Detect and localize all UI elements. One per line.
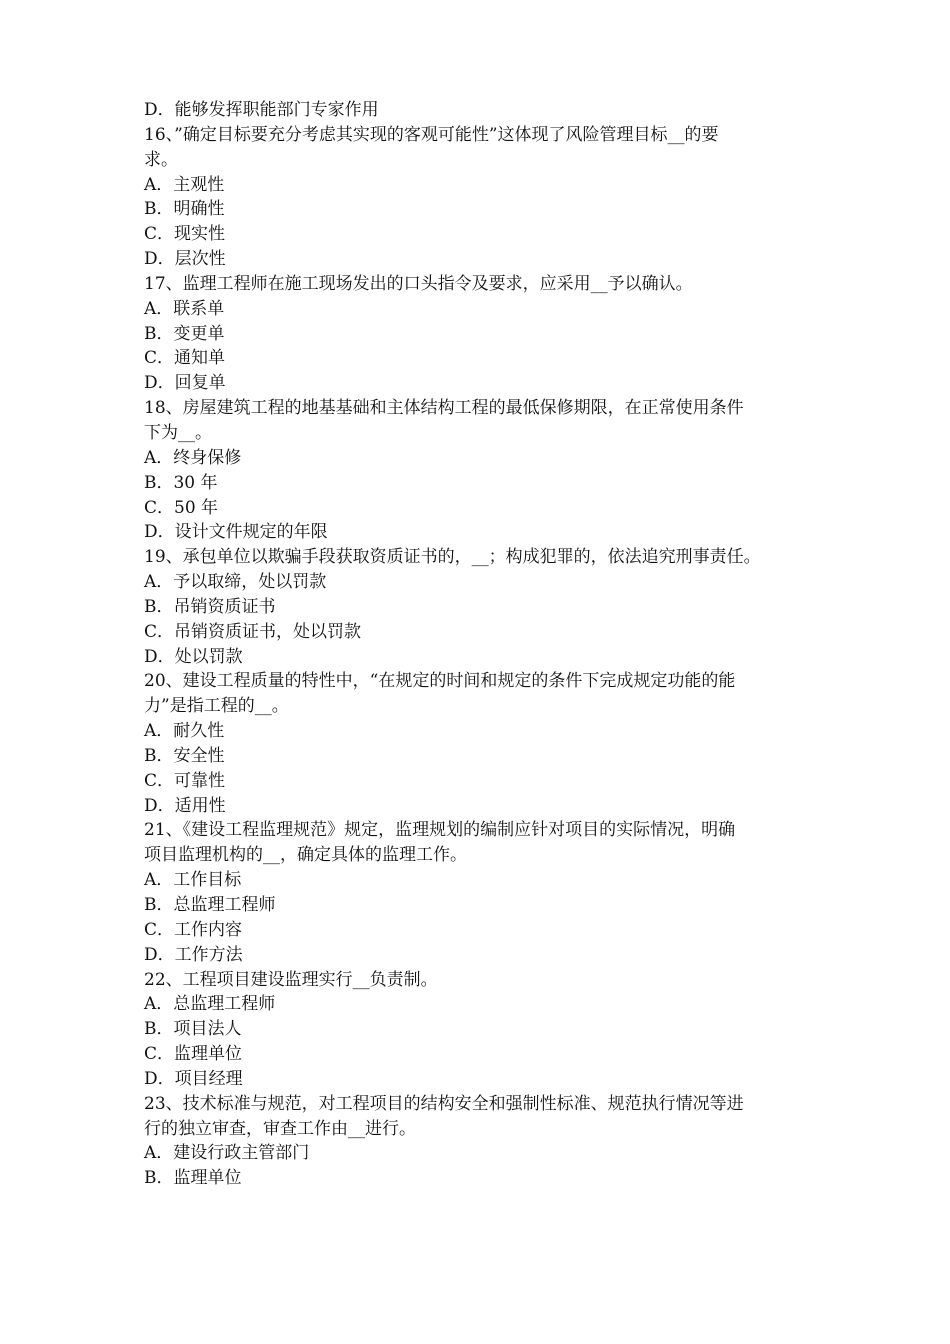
option-line: D．工作方法 [144, 944, 243, 965]
question-23-line-1: 23、技术标准与规范，对工程项目的结构安全和强制性标准、规范执行情况等进 [144, 1093, 744, 1114]
option-line: C．可靠性 [144, 770, 226, 791]
question-19: 19、承包单位以欺骗手段获取资质证书的，__；构成犯罪的，依法追究刑事责任。 [144, 547, 761, 568]
question-18-line-1: 18、房屋建筑工程的地基基础和主体结构工程的最低保修期限，在正常使用条件 [144, 398, 744, 419]
option-line: A．建设行政主管部门 [144, 1143, 310, 1164]
option-line: C．吊销资质证书，处以罚款 [144, 621, 362, 642]
option-line: D．回复单 [144, 373, 226, 394]
question-22: 22、工程项目建设监理实行__负责制。 [144, 969, 438, 990]
text-line: D．能够发挥职能部门专家作用 [144, 100, 379, 120]
option-line: D．设计文件规定的年限 [144, 522, 328, 543]
option-line: A．主观性 [144, 174, 225, 195]
question-16-line-2: 求。 [144, 149, 178, 170]
question-21-line-1: 21、《建设工程监理规范》规定，监理规划的编制应针对项目的实际情况，明确 [144, 820, 736, 841]
document-page [144, 98, 814, 1191]
option-line: B．30 年 [144, 472, 218, 493]
option-line: D．适用性 [144, 795, 226, 816]
option-line: A．终身保修 [144, 447, 242, 468]
option-line: B．监理单位 [144, 1168, 242, 1189]
option-line: C．50 年 [144, 497, 219, 518]
option-line: C．通知单 [144, 348, 226, 369]
option-line: A．耐久性 [144, 721, 225, 742]
question-16-line-1: 16、”确定目标要充分考虑其实现的客观可能性”这体现了风险管理目标__的要 [144, 124, 719, 145]
option-line: B．安全性 [144, 745, 225, 766]
option-line: D．层次性 [144, 249, 226, 270]
question-20-line-2: 力”是指工程的__。 [144, 696, 289, 717]
option-line: C．工作内容 [144, 919, 243, 940]
option-line: C．现实性 [144, 224, 226, 245]
option-line: B．项目法人 [144, 1019, 242, 1040]
option-line: A．予以取缔，处以罚款 [144, 572, 327, 593]
option-line: A．工作目标 [144, 870, 242, 891]
option-line: B．明确性 [144, 199, 225, 220]
option-line: B．总监理工程师 [144, 895, 276, 915]
option-line: A．总监理工程师 [144, 994, 276, 1015]
option-line: B．吊销资质证书 [144, 596, 276, 617]
option-line: C．监理单位 [144, 1044, 243, 1065]
question-17: 17、监理工程师在施工现场发出的口头指令及要求，应采用__予以确认。 [144, 273, 693, 294]
question-18-line-2: 下为__。 [144, 422, 212, 443]
option-line: D．处以罚款 [144, 646, 243, 667]
option-line: B．变更单 [144, 323, 225, 344]
question-23-line-2: 行的独立审查，审查工作由__进行。 [144, 1118, 416, 1139]
option-line: A．联系单 [144, 298, 225, 319]
question-21-line-2: 项目监理机构的__，确定具体的监理工作。 [144, 845, 467, 866]
option-line: D．项目经理 [144, 1068, 243, 1089]
question-20-line-1: 20、建设工程质量的特性中，“在规定的时间和规定的条件下完成规定功能的能 [144, 671, 736, 692]
